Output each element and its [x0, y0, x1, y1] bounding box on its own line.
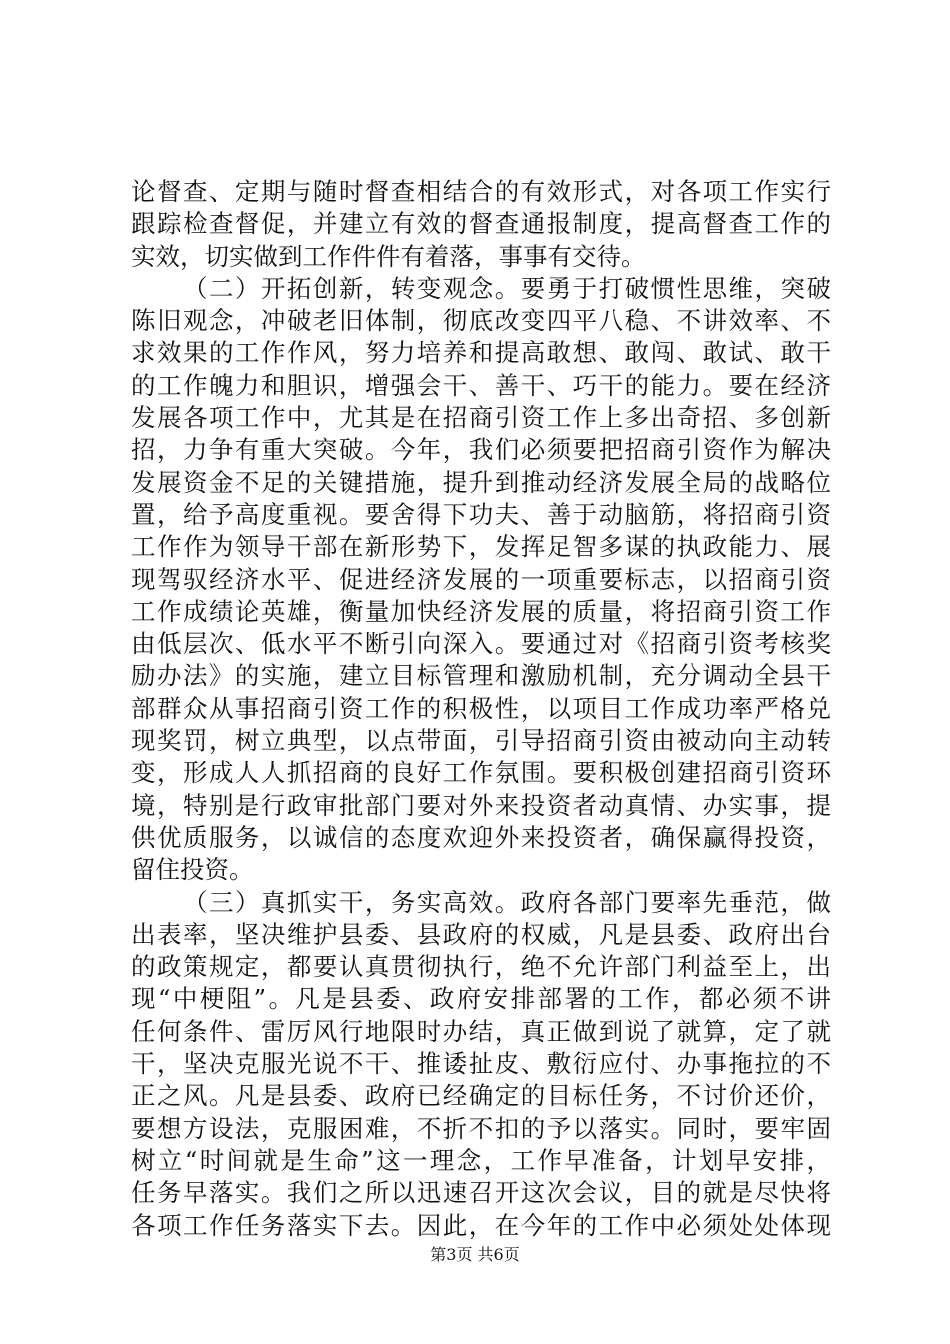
text-line: 部群众从事招商引资工作的积极性，以项目工作成功率严格兑 [131, 693, 831, 723]
text-line: 实效，切实做到工作件件有着落，事事有交待。 [131, 241, 646, 271]
document-body [131, 176, 831, 1242]
paragraph-start-line: （三）真抓实干，务实高效。政府各部门要率先垂范，做 [183, 887, 831, 917]
text-line: 树立“时间就是生命”这一理念，工作早准备，计划早安排， [131, 1145, 831, 1175]
text-line: 现“中梗阻”。凡是县委、政府安排部署的工作，都必须不讲 [131, 984, 831, 1014]
text-line: 任务早落实。我们之所以迅速召开这次会议，目的就是尽快将 [131, 1178, 831, 1208]
text-line: 留住投资。 [131, 855, 254, 885]
text-line: 干，坚决克服光说不干、推诿扯皮、敷衍应付、办事拖拉的不 [131, 1049, 831, 1079]
text-line: 的工作魄力和胆识，增强会干、善干、巧干的能力。要在经济 [131, 370, 831, 400]
text-line: 励办法》的实施，建立目标管理和激励机制，充分调动全县干 [131, 661, 831, 691]
text-line: 陈旧观念，冲破老旧体制，彻底改变四平八稳、不讲效率、不 [131, 306, 831, 336]
text-line: 变，形成人人抓招商的良好工作氛围。要积极创建招商引资环 [131, 758, 831, 788]
text-line: 招，力争有重大突破。今年，我们必须要把招商引资作为解决 [131, 435, 831, 465]
text-line: 置，给予高度重视。要舍得下功夫、善于动脑筋，将招商引资 [131, 499, 831, 529]
paragraph-start-line: （二）开拓创新，转变观念。要勇于打破惯性思维，突破 [183, 273, 831, 303]
text-line: 要想方设法，克服困难，不折不扣的予以落实。同时，要牢固 [131, 1113, 831, 1143]
text-line: 各项工作任务落实下去。因此，在今年的工作中必须处处体现 [131, 1210, 831, 1240]
text-line: 论督查、定期与随时督查相结合的有效形式，对各项工作实行 [131, 177, 831, 206]
text-line: 求效果的工作作风，努力培养和提高敢想、敢闯、敢试、敢干 [131, 338, 831, 368]
text-line: 发展资金不足的关键措施，提升到推动经济发展全局的战略位 [131, 467, 831, 497]
page-footer: 第3页 共6页 [430, 1245, 520, 1264]
text-line: 正之风。凡是县委、政府已经确定的目标任务，不讨价还价， [131, 1081, 831, 1111]
text-line: 由低层次、低水平不断引向深入。要通过对《招商引资考核奖 [131, 629, 831, 659]
text-line: 现奖罚，树立典型，以点带面，引导招商引资由被动向主动转 [131, 726, 831, 756]
text-line: 出表率，坚决维护县委、县政府的权威，凡是县委、政府出台 [131, 919, 831, 949]
text-line: 工作成绩论英雄，衡量加快经济发展的质量，将招商引资工作 [131, 596, 831, 626]
text-line: 工作作为领导干部在新形势下，发挥足智多谋的执政能力、展 [131, 532, 831, 562]
text-line: 境，特别是行政审批部门要对外来投资者动真情、办实事，提 [131, 790, 831, 820]
text-line: 供优质服务，以诚信的态度欢迎外来投资者，确保赢得投资， [131, 822, 831, 852]
text-line: 现驾驭经济水平、促进经济发展的一项重要标志，以招商引资 [131, 564, 831, 594]
text-line: 的政策规定，都要认真贯彻执行，绝不允许部门利益至上，出 [131, 952, 831, 982]
text-line: 发展各项工作中，尤其是在招商引资工作上多出奇招、多创新 [131, 403, 831, 433]
text-line: 任何条件、雷厉风行地限时办结，真正做到说了就算，定了就 [131, 1016, 831, 1046]
text-line: 跟踪检查督促，并建立有效的督查通报制度，提高督查工作的 [131, 209, 831, 239]
